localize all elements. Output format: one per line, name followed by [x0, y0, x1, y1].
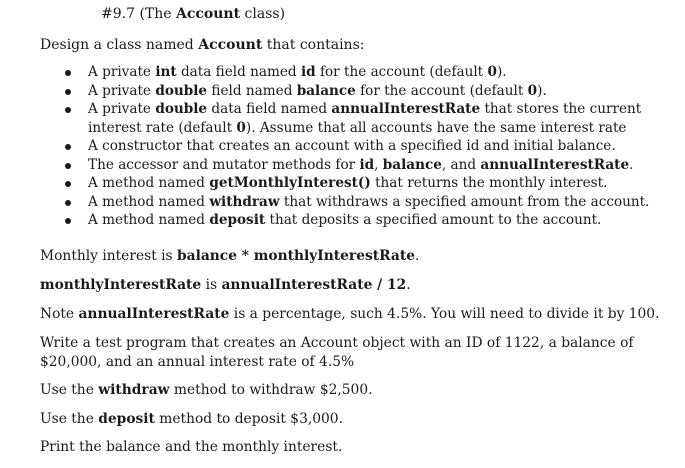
intro-class-name: Account: [198, 37, 263, 53]
bullet-icon: [65, 107, 71, 113]
intro-suffix: that contains:: [262, 37, 365, 53]
test-program-paragraph: Write a test program that creates an Account object with an ID of 1122, a balance of $20,000, and an annual interest rate of 4.5%: [40, 335, 634, 370]
list-item-id-field: A private int data field named id for the account (default 0).: [40, 63, 670, 82]
deposit-paragraph: Use the deposit method to deposit $3,000.: [40, 411, 343, 427]
bullet-icon: [65, 89, 71, 95]
list-item-constructor: A constructor that creates an account with a specified id and initial balance.: [40, 137, 670, 156]
title-class-name: Account: [176, 6, 241, 22]
list-item-withdraw: A method named withdraw that withdraws a specified amount from the account.: [40, 193, 670, 212]
list-item-monthly-interest: A method named getMonthlyInterest() that returns the monthly interest.: [40, 174, 670, 193]
print-paragraph: Print the balance and the monthly interest.: [40, 439, 343, 455]
intro-line: [40, 37, 364, 53]
bullet-icon: [65, 163, 71, 169]
bullet-icon: [65, 70, 71, 76]
bullet-icon: [65, 218, 71, 224]
exercise-title: [101, 6, 285, 22]
bullet-icon: [65, 200, 71, 206]
list-item-accessors: The accessor and mutator methods for id, balance, and annualInterestRate.: [40, 156, 670, 175]
monthly-interest-paragraph: Monthly interest is balance * monthlyInterestRate.: [40, 248, 420, 264]
list-item-balance-field: A private double field named balance for the account (default 0).: [40, 82, 670, 101]
note-paragraph: Note annualInterestRate is a percentage, such 4.5%. You will need to divide it by 100.: [40, 306, 660, 322]
bullet-icon: [65, 181, 71, 187]
withdraw-paragraph: Use the withdraw method to withdraw $2,500.: [40, 382, 373, 398]
list-item-deposit: A method named deposit that deposits a specified amount to the account.: [40, 211, 670, 230]
list-item-rate-field: A private double data field named annualInterestRate that stores the current interest rate (default 0). Assume that all accounts have the same interest rate: [40, 100, 670, 137]
requirements-list: [40, 63, 670, 230]
intro-prefix: Design a class named: [40, 37, 199, 53]
bullet-icon: [65, 144, 71, 150]
title-prefix: #9.7 (The: [101, 6, 176, 22]
formula-paragraph: monthlyInterestRate is annualInterestRate / 12.: [40, 277, 411, 293]
title-suffix: class): [240, 6, 286, 22]
